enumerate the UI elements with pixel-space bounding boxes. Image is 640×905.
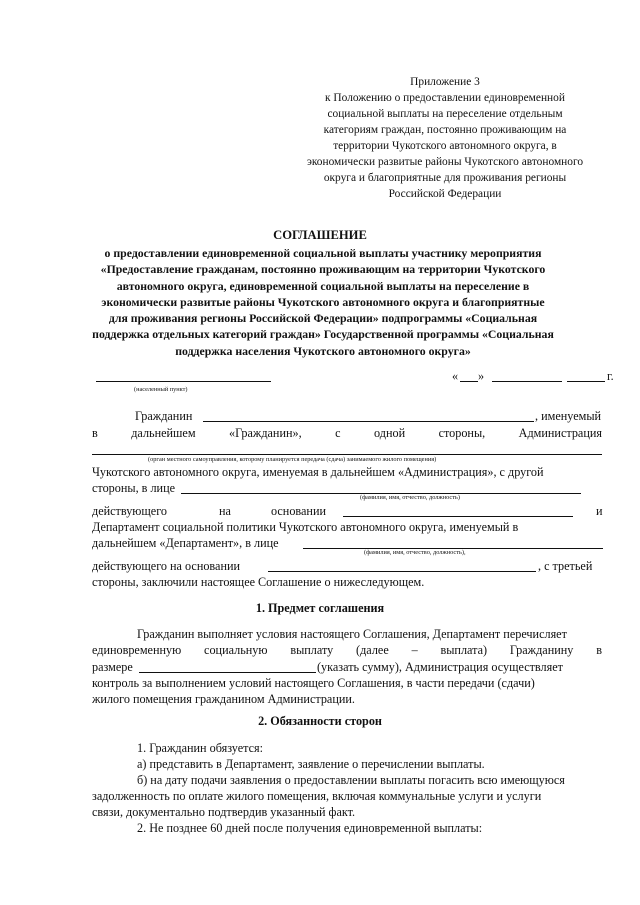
place-blank[interactable] — [96, 381, 271, 382]
appendix-line: округа и благоприятные для проживания регионы — [323, 172, 567, 184]
word: Гражданину — [509, 643, 574, 657]
size-rest: (указать сумму), Администрация осуществляет — [317, 660, 563, 674]
parties-line-3: Чукотского автономного округа, именуемая в дальнейшем «Администрация», с другой — [92, 465, 544, 479]
word: единовременную — [92, 643, 182, 657]
section-2-line-6: 2. Не позднее 60 дней после получения единовременной выплаты: — [137, 821, 483, 835]
year-blank[interactable] — [567, 381, 605, 382]
section-1-line-2 — [92, 642, 602, 658]
appendix-line: Приложение 3 — [410, 76, 480, 88]
section-2-heading: 2. Обязанности сторон — [258, 714, 382, 728]
word: с — [335, 426, 341, 440]
document-title: СОГЛАШЕНИЕ — [273, 228, 367, 242]
section-2-line-5: связи, документально подтвердив указанный факт. — [92, 805, 356, 819]
appendix-line: категориям граждан, постоянно проживающим на — [323, 124, 567, 136]
citizen-label: Гражданин — [135, 409, 193, 423]
section-1-heading: 1. Предмет соглашения — [255, 601, 385, 615]
appendix-line: территории Чукотского автономного округа, в — [333, 140, 557, 152]
appendix-line: социальной выплаты на переселение отдельным — [327, 108, 563, 120]
subtitle-line: поддержка отдельных категорий граждан» Государственной программы «Социальная — [92, 327, 554, 342]
appendix-line: к Положению о предоставлении единовременной — [325, 92, 565, 104]
section-1-line-5: жилого помещения гражданином Администрации. — [92, 692, 355, 706]
word: в — [596, 643, 602, 657]
third-party: , с третьей — [538, 559, 593, 573]
month-blank[interactable] — [492, 381, 562, 382]
acting-basis: основании — [271, 504, 326, 518]
parties-line-7: дальнейшем «Департамент», в лице — [92, 536, 279, 550]
word: стороны, — [438, 426, 486, 440]
word: одной — [374, 426, 406, 440]
acting-on: на — [219, 504, 231, 518]
parties-line-9: стороны, заключили настоящее Соглашение о нижеследующем. — [92, 575, 425, 589]
word: социальную — [204, 643, 268, 657]
and-word: и — [596, 504, 603, 518]
word: «Гражданин», — [229, 426, 302, 440]
appendix-header — [282, 74, 608, 202]
word: выплата) — [440, 643, 488, 657]
word: дальнейшем — [131, 426, 196, 440]
basis-blank-1[interactable] — [343, 516, 573, 517]
subtitle-line: о предоставлении единовременной социальной выплаты участнику мероприятия — [104, 246, 542, 260]
appendix-line: экономически развитые районы Чукотского автономного — [306, 156, 584, 168]
citizen-named: , именуемый — [535, 409, 602, 423]
section-2-line-2: а) представить в Департамент, заявление о перечислении выплаты. — [137, 757, 485, 771]
org-caption: (орган местного самоуправления, которому планируется передача (сдача) занимаемого жилого помещения) — [148, 456, 437, 463]
parties-line-6: Департамент социальной политики Чукотского автономного округа, именуемый в — [92, 520, 519, 534]
subtitle-line: автономного округа, единовременной социальной выплаты на переселение в — [116, 278, 530, 293]
year-suffix: г. — [607, 369, 614, 383]
size-label: размере — [92, 660, 133, 674]
document-subtitle — [88, 245, 558, 359]
word: в — [92, 426, 98, 440]
word: выплату — [290, 643, 334, 657]
amount-blank[interactable] — [139, 672, 316, 673]
administration-blank[interactable] — [92, 454, 602, 455]
acting-word: действующего — [92, 504, 167, 518]
word: (далее — [356, 643, 389, 657]
citizen-name-blank[interactable] — [203, 421, 534, 422]
date-close-quote: » — [478, 369, 485, 383]
section-1-line-4: контроль за выполнением условий настоящего Соглашения, в части передачи (сдачи) — [92, 676, 535, 690]
section-2-line-3: б) на дату подачи заявления о предоставлении выплаты погасить всю имеющуюся — [137, 773, 565, 787]
section-2-line-4: задолженность по оплате жилого помещения, включая коммунальные услуги и услуги — [92, 789, 542, 803]
parties-line-2 — [92, 425, 602, 441]
section-2-line-1: 1. Гражданин обязуется: — [137, 741, 263, 755]
word: Администрация — [518, 426, 602, 440]
place-caption: (населенный пункт) — [134, 386, 188, 393]
basis-blank-2[interactable] — [268, 571, 536, 572]
day-blank[interactable] — [460, 381, 478, 382]
word: – — [411, 643, 418, 657]
appendix-line: Российской Федерации — [388, 188, 502, 200]
subtitle-line: для проживания регионы Российской Федерации» подпрограммы «Социальная — [108, 311, 538, 326]
fio-caption-1: (фамилия, имя, отчество, должность) — [360, 494, 460, 501]
section-1-line-1: Гражданин выполняет условия настоящего Соглашения, Департамент перечисляет — [137, 627, 567, 641]
subtitle-line: «Предоставление гражданам, постоянно проживающим на территории Чукотского — [100, 262, 546, 277]
parties-line-4: стороны, в лице — [92, 481, 175, 495]
subtitle-line: экономически развитые районы Чукотского автономного округа и благоприятные — [101, 294, 545, 309]
fio-caption-2: (фамилия, имя, отчество, должность), — [364, 549, 466, 556]
parties-line-8: действующего на основании — [92, 559, 241, 573]
date-open-quote: « — [452, 369, 459, 383]
subtitle-line: поддержка населения Чукотского автономного округа» — [175, 343, 471, 358]
